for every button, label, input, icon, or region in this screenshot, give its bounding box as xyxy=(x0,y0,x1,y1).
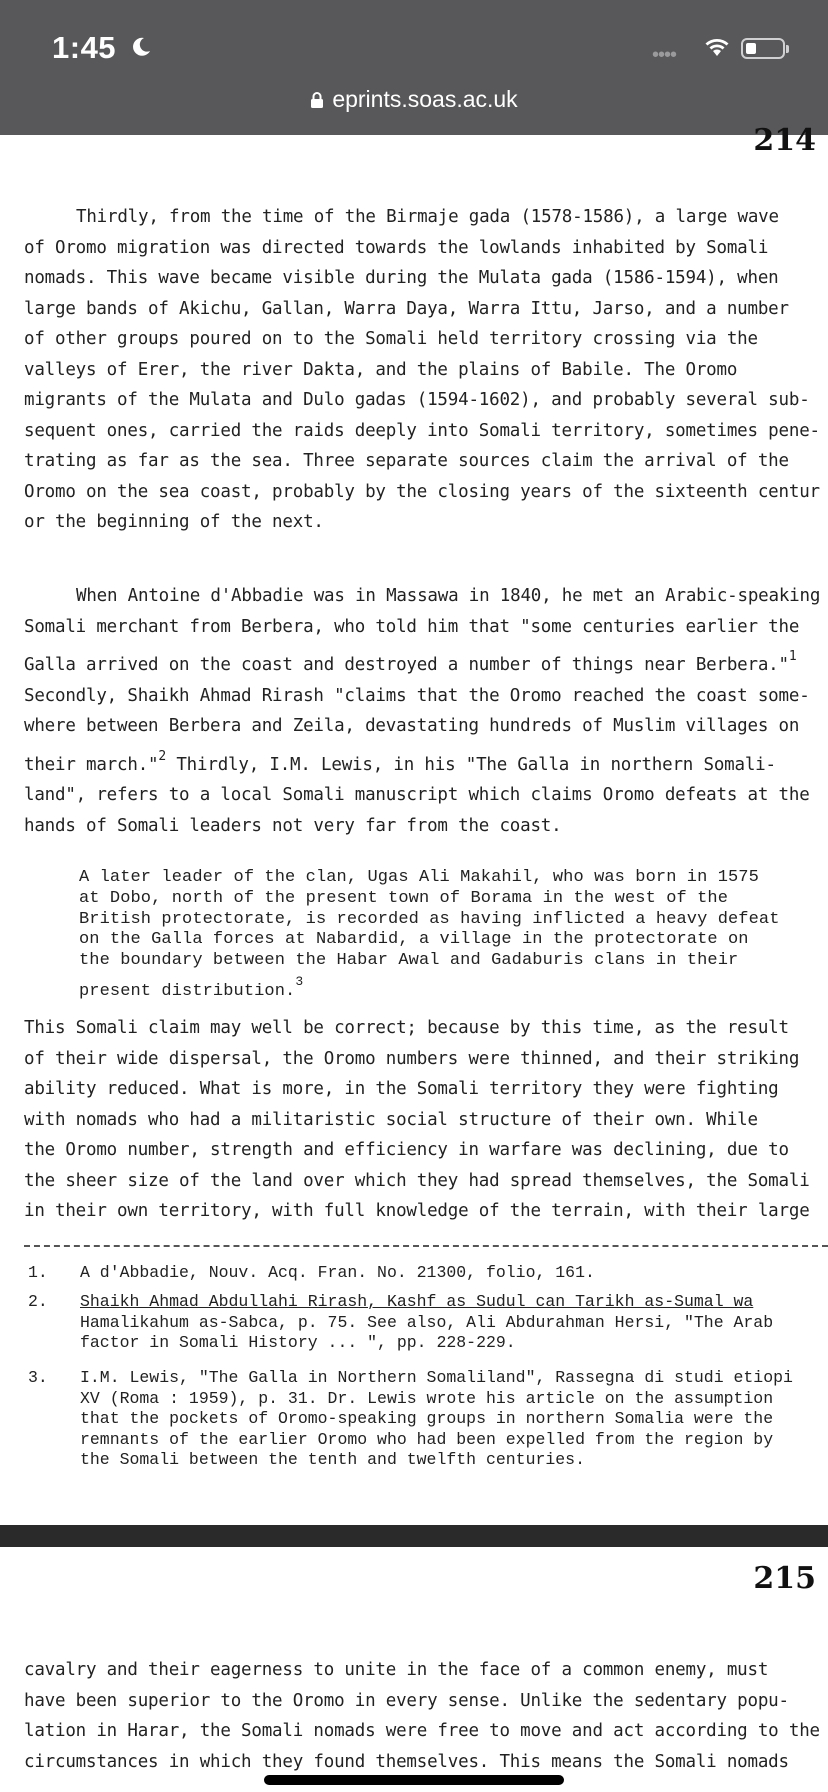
cellular-signal-icon: •••• xyxy=(652,44,677,66)
block-quote: A later leader of the clan, Ugas Ali Makahil, who was born in 1575 at Dobo, north of the present town of Borama in the west of the British protectorate, is recorded as having inflicted a heavy defeat on the Galla forces at Nabardid, a village in the protectorate on the boundary between the Habar Awal and Gadaburis clans in their present distribution.$^3$ xyxy=(79,868,780,1001)
paragraph-4: cavalry and their eagerness to unite in the face of a common enemy, must have been superior to the Oromo in every sense. Unlike the sedentary popu- lation in Harar, the Somali nomads were free to move and act according to the circumstances in which they found themselves. This means the Somali nomads xyxy=(24,1660,820,1772)
home-indicator[interactable] xyxy=(264,1775,564,1785)
footnote-ref-2[interactable]: 2 xyxy=(158,748,167,764)
url-text: eprints.soas.ac.uk xyxy=(332,86,518,112)
battery-icon xyxy=(741,38,785,59)
moon-icon xyxy=(130,36,152,58)
page-number: 215 xyxy=(753,1561,816,1596)
paragraph-1: Thirdly, from the time of the Birmaje gada (1578-1586), a large wave of Oromo migration was directed towards the lowlands inhabited by Somali nomads. This wave became visible during the Mulata gada (1586-1594), when large bands of Akichu, Gallan, Warra Daya, Warra Ittu, Jarso, and a number of other groups poured on to the Somali held territory crossing via the valleys of Erer, the river Dakta, and the plains of Babile. The Oromo migrants of the Mulata and Dulo gadas (1594-1602), and probably several sub- sequent ones, carried the raids deeply into Somali territory, sometimes pene- trating as far as the sea. Three separate sources claim the arrival of the Oromo on the sea coast, probably by the closing years of the sixteenth centur or the beginning of the next. xyxy=(24,207,820,532)
page-number: 214 xyxy=(753,123,816,158)
browser-top-bar xyxy=(0,0,828,135)
footnote-ref-1[interactable]: 1 xyxy=(788,649,797,664)
address-bar[interactable] xyxy=(0,86,828,113)
wifi-icon xyxy=(703,36,731,58)
status-time: 1:45 xyxy=(52,30,117,65)
footnote-ref-3[interactable]: 3 xyxy=(295,973,304,989)
footnote-divider xyxy=(24,1245,828,1247)
lock-icon xyxy=(310,92,324,108)
document-page-215 xyxy=(0,1547,828,1792)
paragraph-2: When Antoine d'Abbadie was in Massawa in 1840, he met an Arabic-speaking Somali merchant from Berbera, who told him that "some centuries earlier the Galla arrived on the coast and destroyed a number of things near Berbera."$^1$ Secondly, Shaikh Ahmad Rirash "claims that the Oromo reached the coast some- where between Berbera and Zeila, devastating hundreds of Muslim villages on their march."$^2$ Thirdly, I.M. Lewis, in his "The Galla in northern Somali- land", refers to a local Somali manuscript which claims Oromo defeats at the hands of Somali leaders not very far from the coast. xyxy=(24,586,821,836)
page-divider xyxy=(0,1525,828,1547)
document-page-214: 214 Thirdly, from the time of the Birmaje gada (1578-1586), a large wave of Oromo migration was directed towards the lowlands inhabited by Somali nomads. This wave became visible during the Mulata gada (1586-1594), when large bands of Akichu, Gallan, Warra Daya, Warra Ittu, Jarso, and a number of other groups poured on to the Somali held territory crossing via the valleys of Erer, the river Dakta, and the plains of Babile. The Oromo migrants of the Mulata and Dulo gadas (1594-1602), and probably several sub- sequent ones, carried the raids deeply into Somali territory, sometimes pene- trating as far as the sea. Three separate sources claim the arrival of the Oromo on the sea coast, probably by the closing years of the sixteenth centur or the beginning of the next. When Antoine d'Abbadie was in Massawa in 1840, he met an Arabic-speaking Somali merchant from Berbera, who told him that "some centuries earlier the Galla arrived on the coast and destroyed a number of things near Berbera."$^1$ Secondly, Shaikh Ahmad Rirash "claims that the Oromo reached the coast some- where between Berbera and Zeila, devastating hundreds of Muslim villages on their march."$^2$ Thirdly, I.M. Lewis, in his "The Galla in northern Somali- land", refers to a local Somali manuscript which claims Oromo defeats at the hands of Somali leaders not very far from the coast. A later leader of the clan, Ugas Ali Makahil, who was born in 1575 at Dobo, north of the present town of Borama in the west of the British protectorate, is recorded as having inflicted a heavy defeat on the Galla forces at Nabardid, a village in the protectorate on the boundary between the Habar Awal and Gadaburis clans in their present distribution.$^3$ This Somali claim may well be correct; because by this time, as the result of their wide dispersal, the Oromo numbers were thinned, and their striking ability reduced. What is more, in the Somali territory they were fighting with nomads who had a militaristic social structure of their own. While the Oromo number, strength and efficiency in warfare was declining, due to the sheer size of the land over which they had spread themselves, the Somali in their own territory, with full knowledge of the terrain, with their large 1. A d'Abbadie, Nouv. Acq. Fran. No. 21300, folio, 161. 2. Shaikh Ahmad Abdullahi Rirash, Kashf as Sudul can Tarikh as-Sumal wa Hamalikahum as-Sabca, p. 75. See also, Ali Abdurahman Hersi, "The Arab factor in Somali History ... ", pp. 228-229. 3. I.M. Lewis, "The Galla in Northern Somaliland", Rassegna di studi etiopi XV (Roma : 1959), p. 31. Dr. Lewis wrote his article on the assumption that the pockets of Oromo-speaking groups in northern Somalia were the remnants of the earlier Oromo who had been expelled from the region by the Somali between the tenth and twelfth centuries. xyxy=(0,135,828,1525)
paragraph-3: This Somali claim may well be correct; because by this time, as the result of their wide dispersal, the Oromo numbers were thinned, and their striking ability reduced. What is more, in the Somali territory they were fighting with nomads who had a militaristic social structure of their own. While the Oromo number, strength and efficiency in warfare was declining, due to the sheer size of the land over which they had spread themselves, the Somali in their own territory, with full knowledge of the terrain, with their large xyxy=(24,1018,810,1221)
